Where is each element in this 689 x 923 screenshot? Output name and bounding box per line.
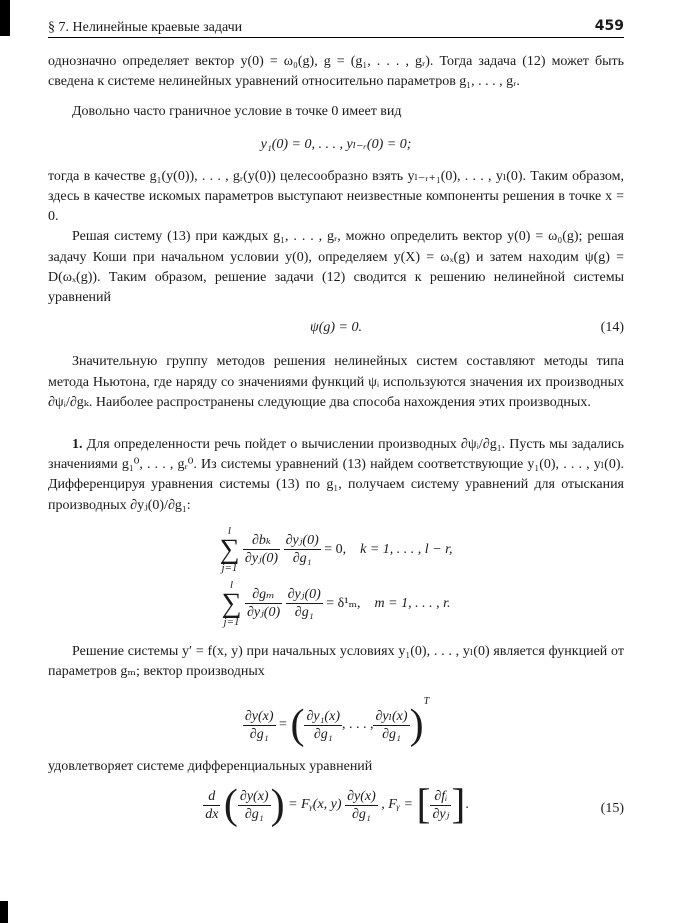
right-paren: ): [409, 702, 424, 749]
paragraph-4: Решая систему (13) при каждых g₁, . . . , gᵣ, можно определить вектор y(0) = ω₀(g); решая задачу Коши при начальном условии y(0), определяем y(X) = ωₓ(g) и затем находим ψ(g) = D(ωₓ(g)). Таким образом, решение задачи (12) сводится к решению нелинейной системы уравнений: [48, 229, 624, 306]
fraction: $\frac{\partial y(x)}{\text{∂g₁}}$: [244, 708, 274, 742]
sum-upper-limit: l: [227, 524, 231, 537]
equation-end: .: [465, 797, 469, 813]
left-paren: (: [290, 702, 305, 749]
fraction: $\frac{\text{∂y₁(x)}}{\text{∂g₁}}$: [306, 708, 340, 742]
running-header: [48, 18, 624, 42]
sum-equation-2: [48, 580, 624, 628]
right-bracket: ]: [451, 782, 466, 829]
paragraph-6: [48, 435, 624, 516]
jacobian-label: , Fᵧ =: [381, 797, 413, 813]
sum-symbol-1: l ∑ j=1: [219, 524, 240, 574]
fraction: $\frac{\partial y(x)}{\text{∂g₁}}$: [347, 788, 376, 822]
equation-14: [48, 318, 624, 338]
paragraph-8: удовлетворяет системе дифференциальных уравнений: [48, 759, 373, 775]
sum-symbol-2: l ∑ j=1: [221, 578, 242, 628]
section-title: § 7. Нелинейные краевые задачи: [48, 20, 243, 35]
right-paren: ): [270, 782, 285, 829]
sum-upper-limit: l: [229, 578, 233, 591]
ellipsis: , . . . ,: [341, 717, 374, 733]
fraction: $\frac{\partial y(x)}{\text{∂g₁}}$: [239, 788, 269, 822]
equation-middle: = Fᵧ(x, y): [288, 797, 342, 813]
fraction: $\frac{\text{∂yₗ(x)}}{\text{∂g₁}}$: [375, 708, 408, 742]
paragraph-7: Решение системы y′ = f(x, y) при начальных условиях y₁(0), . . . , yₗ(0) является функцией от параметров gₘ; вектор производных: [48, 643, 624, 680]
equation-15-number: (15): [600, 801, 624, 817]
equation-boundary: y₁(0) = 0, . . . , yₗ₋ᵣ(0) = 0;: [260, 136, 412, 152]
equation-rhs: = 0,: [324, 542, 347, 558]
paragraph-2: Довольно часто граничное условие в точке 0 имеет вид: [72, 104, 402, 120]
derivative-vector-equation: [48, 692, 624, 749]
equation-15: [48, 782, 624, 829]
fraction: $\frac{\text{∂yⱼ(0)}}{\text{∂g₁}}$: [287, 587, 321, 621]
left-paren: (: [223, 782, 238, 829]
scan-edge-bottom: [0, 901, 8, 923]
sum-equation-1: [48, 526, 624, 574]
page-number: 459: [594, 18, 624, 34]
fraction: $\frac{\text{∂fᵢ}}{\text{∂yⱼ}}$: [432, 788, 450, 822]
transpose-sup: T: [423, 696, 430, 708]
paragraph-5: Значительную группу методов решения нелинейных систем составляют методы типа метода Ньютона, где наряду со значениями функций ψᵢ используются значения их производных ∂ψᵢ/∂gₖ. Наиболее распространены следующие два способа нахождения этих производных.: [48, 354, 624, 410]
header-rule: [48, 37, 624, 38]
paragraph-1: однозначно определяет вектор y(0) = ω₀(g), g = (g₁, . . . , gᵣ). Тогда задача (12) может быть сведена к системе нелинейных уравнений относительно параметров g₁, . . . , gᵣ.: [48, 54, 624, 90]
equals-sign: =: [279, 717, 287, 733]
fraction: $\frac{\text{∂bₖ}}{\text{∂yⱼ(0)}}$: [244, 533, 279, 567]
sum-lower-limit: j=1: [221, 561, 238, 574]
fraction: $\frac{\text{∂gₘ}}{\text{∂yⱼ(0)}}$: [246, 587, 281, 621]
sum-lower-limit: j=1: [223, 615, 240, 628]
paragraph-3: тогда в качестве g₁(y(0)), . . . , gᵣ(y(0)) целесообразно взять yₗ₋ᵣ₊₁(0), . . . , yₗ(0). Таким образом, здесь в качестве искомых параметров выступают неизвестные компоненты решения в точке x = 0.: [48, 168, 624, 225]
equation-condition: m = 1, . . . , r.: [374, 596, 451, 612]
paragraph-6-text: Для определенности речь пойдет о вычислении производных ∂ψᵢ/∂g₁. Пусть мы задались значениями g₁⁰, . . . , gᵣ⁰. Из системы уравнений (13) найдем соответствующие y₁(0), . . . , yₗ(0). Дифференцируя уравнения системы (13) по g₁, получаем систему уравнений для отыскания производных ∂yⱼ(0)/∂g₁:: [48, 437, 624, 513]
page-body: [48, 52, 624, 829]
equation-14-number: (14): [600, 320, 624, 336]
equation-14-formula: ψ(g) = 0.: [310, 320, 362, 336]
fraction: $\frac{\text{∂yⱼ(0)}}{\text{∂g₁}}$: [285, 533, 319, 567]
item-number: 1.: [72, 437, 83, 453]
equation-rhs: = δ¹ₘ,: [326, 596, 361, 612]
fraction: $\frac{d}{dx}$: [205, 788, 219, 822]
page: [48, 18, 624, 829]
equation-condition: k = 1, . . . , l − r,: [360, 542, 453, 558]
left-bracket: [: [416, 782, 431, 829]
scan-edge-top: [0, 0, 10, 36]
